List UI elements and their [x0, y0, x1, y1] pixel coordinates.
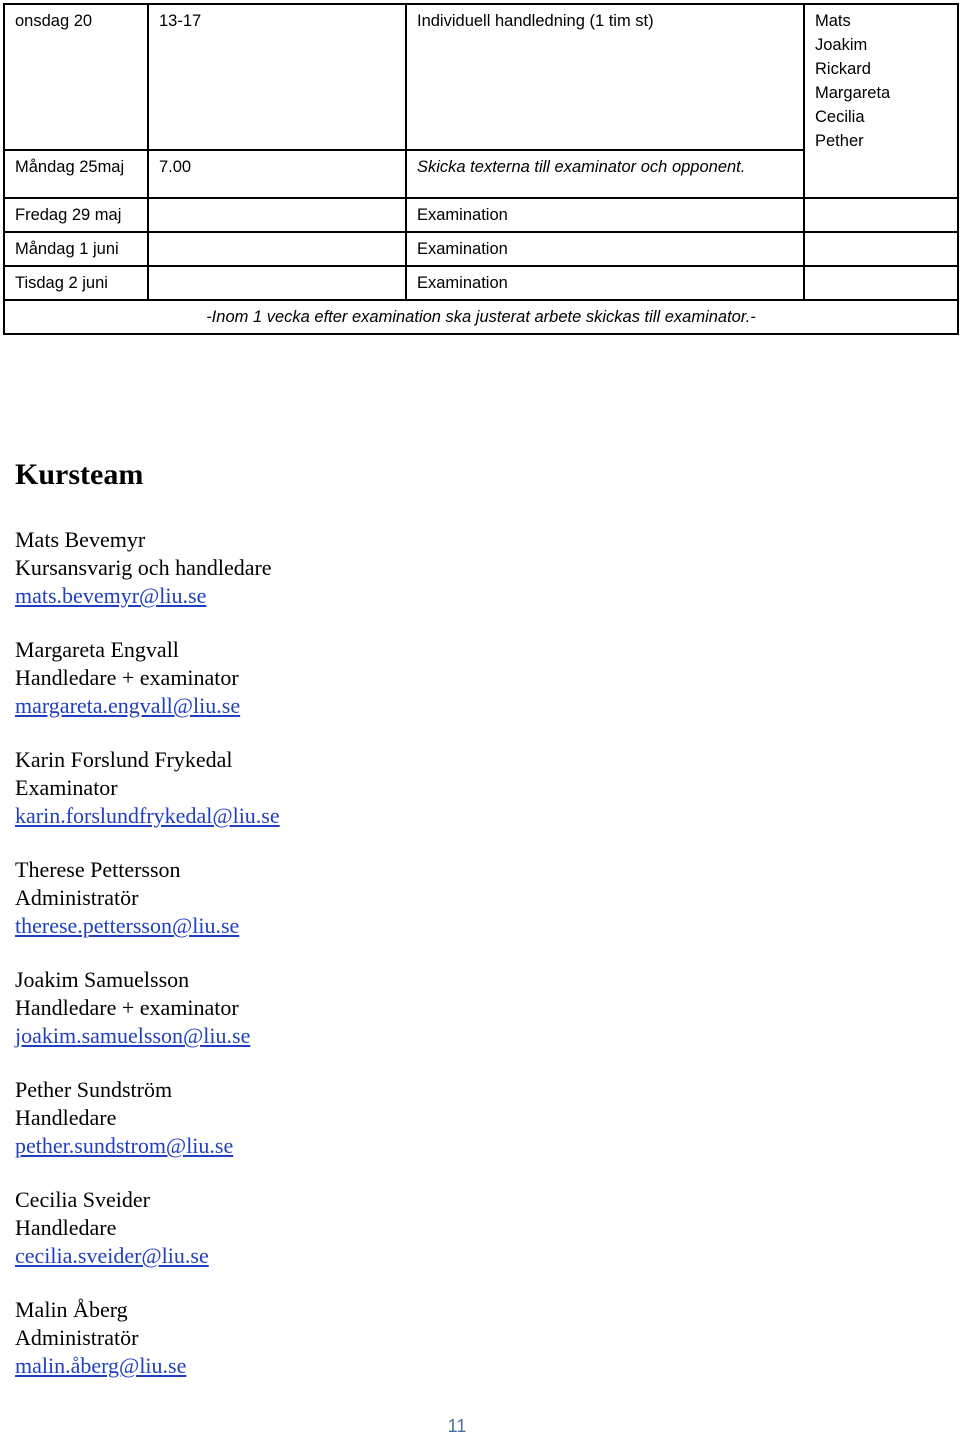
- schedule-date: Måndag 25maj: [4, 150, 148, 198]
- member-role: Kursansvarig och handledare: [15, 555, 272, 580]
- schedule-note-row: [4, 300, 958, 334]
- schedule-time: 13-17: [148, 4, 406, 150]
- schedule-activity: Skicka texterna till examinator och opponent.: [406, 150, 804, 198]
- member-name: Karin Forslund Frykedal: [15, 747, 233, 772]
- schedule-row: [4, 266, 958, 300]
- schedule-date: Fredag 29 maj: [4, 198, 148, 232]
- team-member: [15, 526, 715, 610]
- team-list: [15, 526, 715, 1406]
- supervisor-name: Margareta: [815, 84, 891, 102]
- supervisor-names: [804, 4, 958, 198]
- member-name: Mats Bevemyr: [15, 527, 146, 552]
- supervisor-name: Mats: [815, 12, 851, 30]
- member-email-link[interactable]: therese.pettersson@liu.se: [15, 913, 240, 938]
- team-member: [15, 1296, 715, 1380]
- schedule-activity: Examination: [406, 266, 804, 300]
- member-role: Handledare + examinator: [15, 995, 239, 1020]
- schedule-time: [148, 198, 406, 232]
- member-email-link[interactable]: margareta.engvall@liu.se: [15, 693, 241, 718]
- member-email-link[interactable]: pether.sundstrom@liu.se: [15, 1133, 234, 1158]
- member-name: Therese Pettersson: [15, 857, 181, 882]
- supervisor-name: Rickard: [815, 60, 871, 78]
- team-member: [15, 636, 715, 720]
- supervisor-name: Cecilia: [815, 108, 865, 126]
- member-role: Examinator: [15, 775, 118, 800]
- member-name: Cecilia Sveider: [15, 1187, 151, 1212]
- schedule-activity: Examination: [406, 198, 804, 232]
- member-email-link[interactable]: mats.bevemyr@liu.se: [15, 583, 207, 608]
- team-member: [15, 966, 715, 1050]
- schedule-names-empty: [804, 266, 958, 300]
- schedule-row: [4, 4, 958, 150]
- schedule-activity: Individuell handledning (1 tim st): [406, 4, 804, 150]
- schedule-date: onsdag 20: [4, 4, 148, 150]
- schedule-time: [148, 232, 406, 266]
- member-email-link[interactable]: joakim.samuelsson@liu.se: [15, 1023, 251, 1048]
- member-role: Administratör: [15, 885, 139, 910]
- member-name: Pether Sundström: [15, 1077, 173, 1102]
- schedule-row: [4, 198, 958, 232]
- team-member: [15, 1186, 715, 1270]
- team-member: [15, 1076, 715, 1160]
- schedule-time: [148, 266, 406, 300]
- schedule-date: Tisdag 2 juni: [4, 266, 148, 300]
- schedule-row: [4, 232, 958, 266]
- member-role: Handledare: [15, 1105, 117, 1130]
- team-heading: Kursteam: [15, 458, 144, 491]
- team-member: [15, 856, 715, 940]
- schedule-names-empty: [804, 198, 958, 232]
- member-email-link[interactable]: karin.forslundfrykedal@liu.se: [15, 803, 280, 828]
- member-name: Malin Åberg: [15, 1297, 128, 1322]
- page-number: 11: [447, 1416, 467, 1436]
- schedule-table: [3, 3, 959, 335]
- schedule-date: Måndag 1 juni: [4, 232, 148, 266]
- supervisor-name: Joakim: [815, 36, 868, 54]
- member-role: Handledare: [15, 1215, 117, 1240]
- member-email-link[interactable]: cecilia.sveider@liu.se: [15, 1243, 209, 1268]
- member-role: Administratör: [15, 1325, 139, 1350]
- member-role: Handledare + examinator: [15, 665, 239, 690]
- schedule-note: -Inom 1 vecka efter examination ska justerat arbete skickas till examinator.-: [4, 300, 958, 334]
- member-name: Joakim Samuelsson: [15, 967, 190, 992]
- schedule-activity: Examination: [406, 232, 804, 266]
- supervisor-name: Pether: [815, 132, 864, 150]
- member-email-link[interactable]: malin.åberg@liu.se: [15, 1353, 187, 1378]
- member-name: Margareta Engvall: [15, 637, 179, 662]
- schedule-time: 7.00: [148, 150, 406, 198]
- schedule-names-empty: [804, 232, 958, 266]
- team-member: [15, 746, 715, 830]
